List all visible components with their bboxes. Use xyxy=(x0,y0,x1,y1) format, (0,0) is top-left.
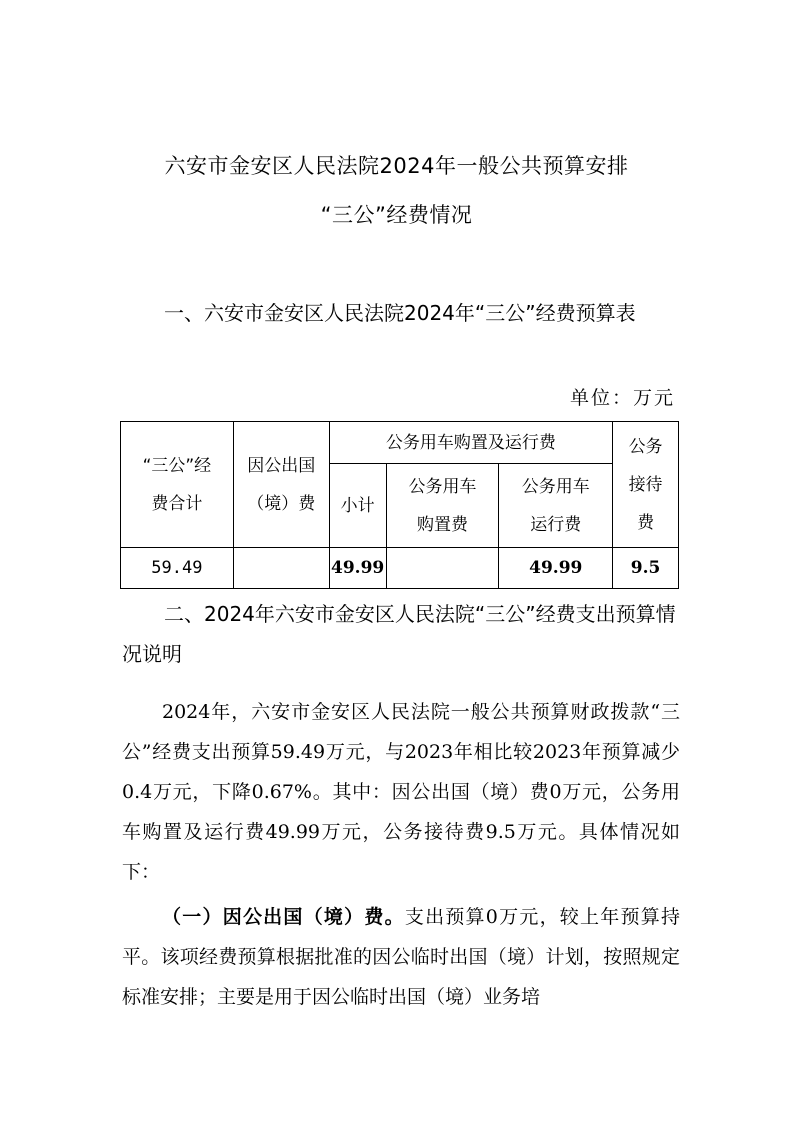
header-travel: 因公出国（境）费 xyxy=(233,422,329,548)
travel-expense-lead: （一）因公出国（境）费。 xyxy=(162,906,405,928)
value-travel xyxy=(233,548,329,589)
value-subtotal: 49.99 xyxy=(329,548,386,589)
header-vehicle-group: 公务用车购置及运行费 xyxy=(329,422,612,464)
value-vehicle-purchase xyxy=(386,548,499,589)
header-vehicle-purchase: 公务用车购置费 xyxy=(386,464,499,548)
document-title-line-1: 六安市金安区人民法院2024年一般公共预算安排 xyxy=(164,154,629,178)
three-expenses-budget-table xyxy=(120,421,679,589)
document-title-line-2: “三公”经费情况 xyxy=(320,203,473,227)
travel-expense-text: 支出预算0万元，较上年预算持平。该项经费预算根据批准的因公临时出国（境）计划，按照规定标准安排；主要是用于因公临时出国（境）业务培 xyxy=(122,906,680,1008)
budget-summary-paragraph: 2024年，六安市金安区人民法院一般公共预算财政拨款“三公”经费支出预算59.49万元，与2023年相比较2023年预算减少0.4万元，下降0.67%。其中：因公出国（境）费0万元，公务用车购置及运行费49.99万元，公务接待费9.5万元。具体情况如下： xyxy=(122,701,680,883)
value-reception: 9.5 xyxy=(613,548,679,589)
header-vehicle-operation: 公务用车运行费 xyxy=(499,464,613,548)
header-total: “三公”经费合计 xyxy=(121,422,234,548)
header-subtotal: 小计 xyxy=(329,464,386,548)
unit-label: 单位：万元 xyxy=(569,387,675,409)
travel-expense-paragraph xyxy=(122,897,680,1017)
header-reception: 公务接待费 xyxy=(613,422,679,548)
section-2-heading: 二、2024年六安市金安区人民法院“三公”经费支出预算情况说明 xyxy=(122,602,676,666)
section-1-heading: 一、六安市金安区人民法院2024年“三公”经费预算表 xyxy=(164,301,636,325)
value-total: 59.49 xyxy=(121,548,234,589)
value-vehicle-operation: 49.99 xyxy=(499,548,613,589)
